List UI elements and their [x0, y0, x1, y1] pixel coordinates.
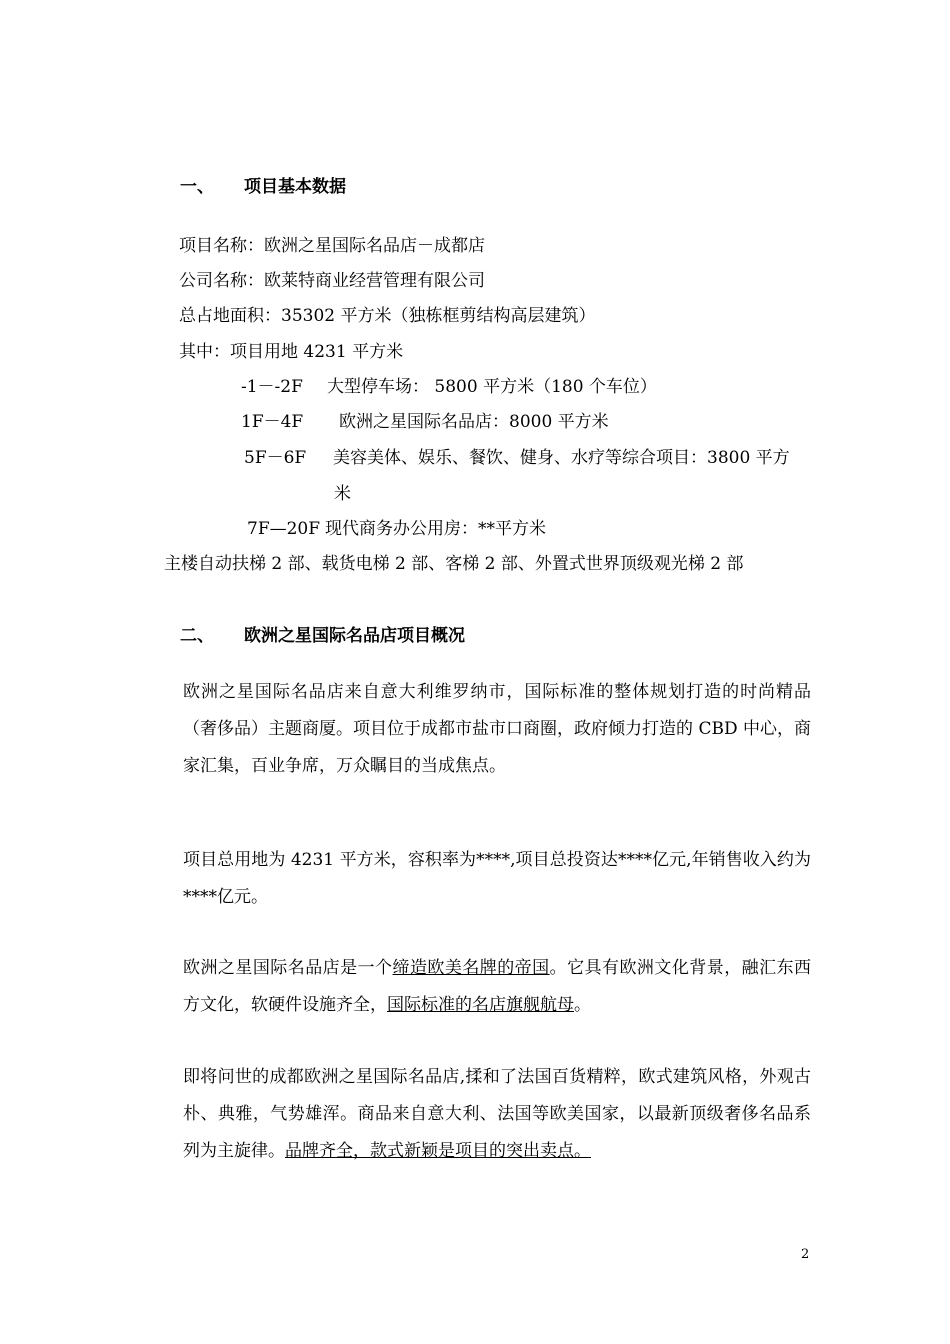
project-name: 项目名称：欧洲之星国际名品店－成都店: [179, 236, 485, 256]
floor-range: 1F－4F: [241, 412, 304, 432]
land-use: 其中：项目用地 4231 平方米: [179, 342, 404, 362]
floor-range: 5F－6F: [244, 448, 307, 468]
floor-desc: 美容美体、娱乐、餐饮、健身、水疗等综合项目：3800 平方: [333, 448, 790, 468]
floor-range: -1－-2F: [241, 377, 303, 397]
section2-number: 二、: [180, 626, 214, 646]
elevators: 主楼自动扶梯 2 部、载货电梯 2 部、客梯 2 部、外置式世界顶级观光梯 2 部: [164, 554, 744, 574]
company-name: 公司名称：欧莱特商业经营管理有限公司: [179, 271, 485, 291]
paragraph-brand-empire: [183, 950, 811, 1024]
underlined-text: 品牌齐全，款式新颖是项目的突出卖点。: [285, 1141, 591, 1161]
floor-desc-continued: 米: [334, 484, 351, 504]
floor-desc: 现代商务办公用房：**平方米: [325, 519, 546, 539]
text: 。: [574, 995, 591, 1015]
underlined-text: 国际标准的名店旗舰航母: [387, 995, 574, 1015]
paragraph-overview: 欧洲之星国际名品店来自意大利维罗纳市，国际标准的整体规划打造的时尚精品（奢侈品）主题商厦。项目位于成都市盐市口商圈，政府倾力打造的 CBD 中心，商家汇集，百业争席，万众瞩目的当成焦点。: [183, 682, 811, 776]
page-number: 2: [801, 1247, 810, 1262]
floor-desc: 大型停车场： 5800 平方米（180 个车位）: [327, 377, 657, 397]
section1-number: 一、: [180, 177, 214, 197]
floor-range: 7F—20F: [247, 519, 321, 539]
paragraph-investment: 项目总用地为 4231 平方米，容积率为****,项目总投资达****亿元,年销售收入约为****亿元。: [183, 850, 811, 907]
underlined-text: 缔造欧美名牌的帝国: [392, 958, 550, 978]
floor-desc: 欧洲之星国际名品店：8000 平方米: [339, 412, 609, 432]
paragraph-style: [183, 1059, 811, 1170]
text: 欧洲之星国际名品店是一个: [183, 958, 393, 978]
text: 。它具有欧洲文化背景，融汇东西方文化，软硬件设施齐全，: [183, 958, 812, 1015]
text: 即将问世的成都欧洲之星国际名品店,揉和了法国百货精粹，欧式建筑风格，外观古朴、典雅，气势雄浑。商品来自意大利、法国等欧美国家，以最新顶级奢侈名品系列为主旋律。: [183, 1067, 811, 1161]
section2-title: 欧洲之星国际名品店项目概况: [244, 626, 465, 646]
total-area: 总占地面积：35302 平方米（独栋框剪结构高层建筑）: [179, 306, 596, 326]
section1-title: 项目基本数据: [244, 177, 346, 197]
